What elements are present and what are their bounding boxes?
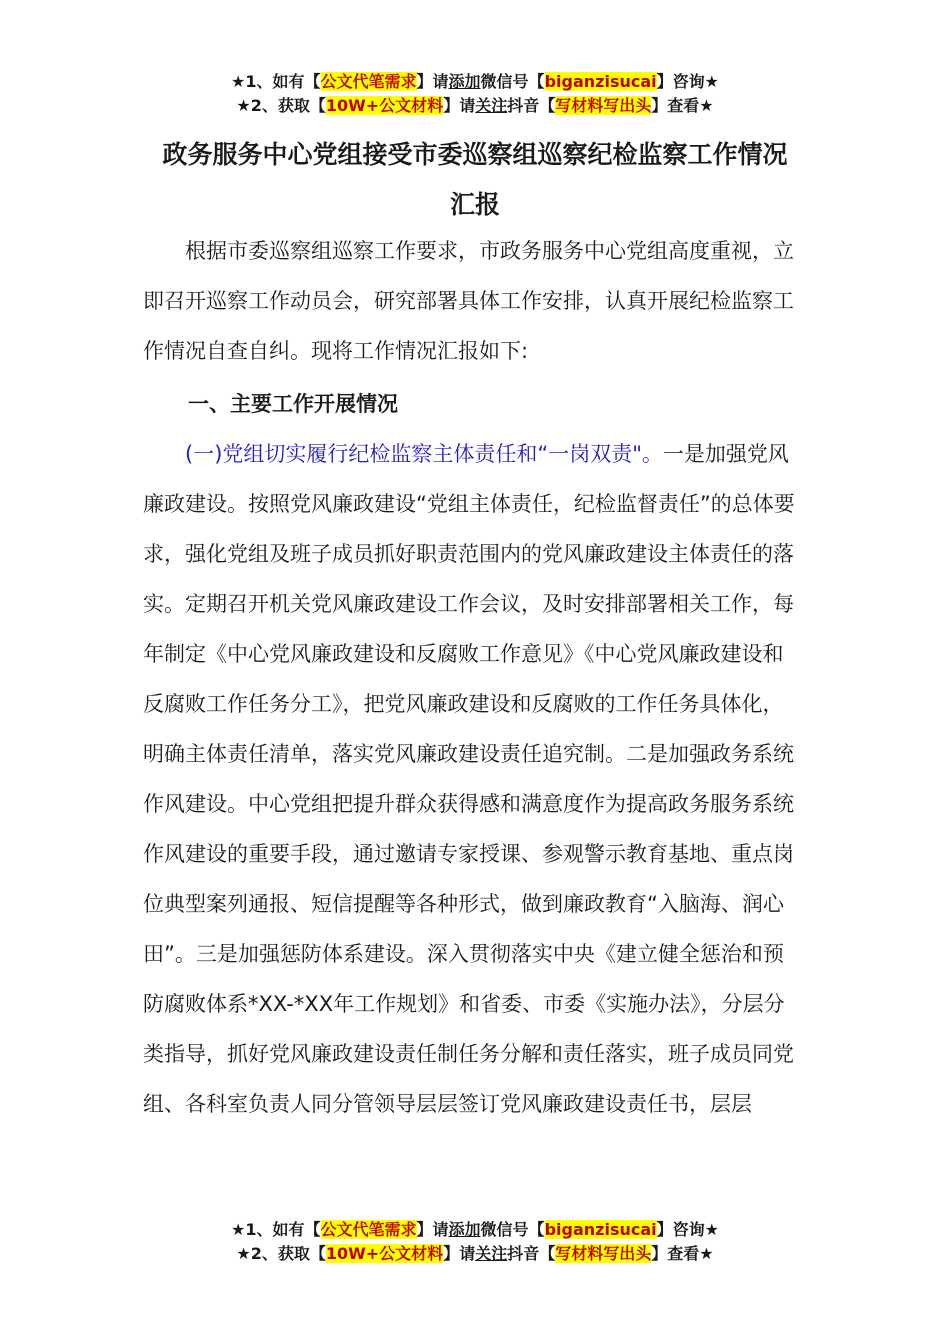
document-title [120,130,830,230]
banner-underlined: 关注 [475,1244,508,1263]
banner-line-2 [0,94,950,118]
banner-text: ★1、如有【 [231,1220,321,1239]
banner-text: 抖音【 [507,96,556,115]
banner-text: 】请 [416,1220,449,1239]
banner-text: ★2、获取【 [236,96,326,115]
banner-line-1 [0,1218,950,1242]
section-heading: 一、主要工作开展情况 [188,392,398,416]
bottom-banner [0,1218,950,1266]
banner-text: 】查看★ [651,1244,714,1263]
top-banner [0,70,950,118]
banner-underlined: 添加 [448,1220,481,1239]
banner-underlined: 关注 [475,96,508,115]
banner-highlight: 公文代笔需求 [320,1220,417,1239]
banner-text: 微信号【 [480,1220,545,1239]
body-paragraph [143,429,803,1129]
banner-wechat-id: biganzisucai [544,1220,657,1239]
banner-line-2 [0,1242,950,1266]
intro-paragraph: 根据市委巡察组巡察工作要求，市政务服务中心党组高度重视，立即召开巡察工作动员会，研究部署具体工作安排，认真开展纪检监察工作情况自查自纠。现将工作情况汇报如下: [143,239,794,363]
banner-text: 】咨询★ [656,72,719,91]
banner-text: 】咨询★ [656,1220,719,1239]
banner-text: 微信号【 [480,72,545,91]
banner-highlight: 公文代笔需求 [320,72,417,91]
document-title-line-1: 政务服务中心党组接受市委巡察组巡察纪检监察工作情况 [162,140,788,169]
banner-wechat-id: biganzisucai [544,72,657,91]
banner-text: 】请 [443,96,476,115]
subsection-heading: (一)党组切实履行纪检监察主体责任和“一岗双责"。 [185,442,663,466]
banner-douyin-id: 写材料写出头 [555,1244,652,1263]
subsection-body: 一是加强党风廉政建设。按照党风廉政建设“党组主体责任，纪检监督责任”的总体要求，强化党组及班子成员抓好职责范围内的党风廉政建设主体责任的落实。定期召开机关党风廉政建设工作会议，及时安排部署相关工作，每年制定《中心党风廉政建设和反腐败工作意见》《中心党风廉政建设和反腐败工作任务分工》，把党风廉政建设和反腐败的工作任务具体化，明确主体责任清单，落实党风廉政建设责任追究制。二是加强政务系统作风建设。中心党组把提升群众获得感和满意度作为提高政务服务系统作风建设的重要手段，通过邀请专家授课、参观警示教育基地、重点岗位典型案列通报、短信提醒等各种形式，做到廉政教育“入脑海、润心田”。三是加强惩防体系建设。深入贯彻落实中央《建立健全惩治和预防腐败体系*XX-*XX年工作规划》和省委、市委《实施办法》，分层分类指导，抓好党风廉政建设责任制任务分解和责任落实，班子成员同党组、各科室负责人同分管领导层层签订党风廉政建设责任书，层层 [143,442,795,1116]
banner-underlined: 添加 [448,72,481,91]
banner-text: 】请 [416,72,449,91]
banner-highlight: 10W+公文材料 [325,1244,444,1263]
banner-text: 】请 [443,1244,476,1263]
banner-highlight: 10W+公文材料 [325,96,444,115]
document-title-line-2: 汇报 [449,190,500,219]
banner-text: ★2、获取【 [236,1244,326,1263]
banner-text: ★1、如有【 [231,72,321,91]
banner-douyin-id: 写材料写出头 [555,96,652,115]
banner-line-1 [0,70,950,94]
banner-text: 抖音【 [507,1244,556,1263]
banner-text: 】查看★ [651,96,714,115]
